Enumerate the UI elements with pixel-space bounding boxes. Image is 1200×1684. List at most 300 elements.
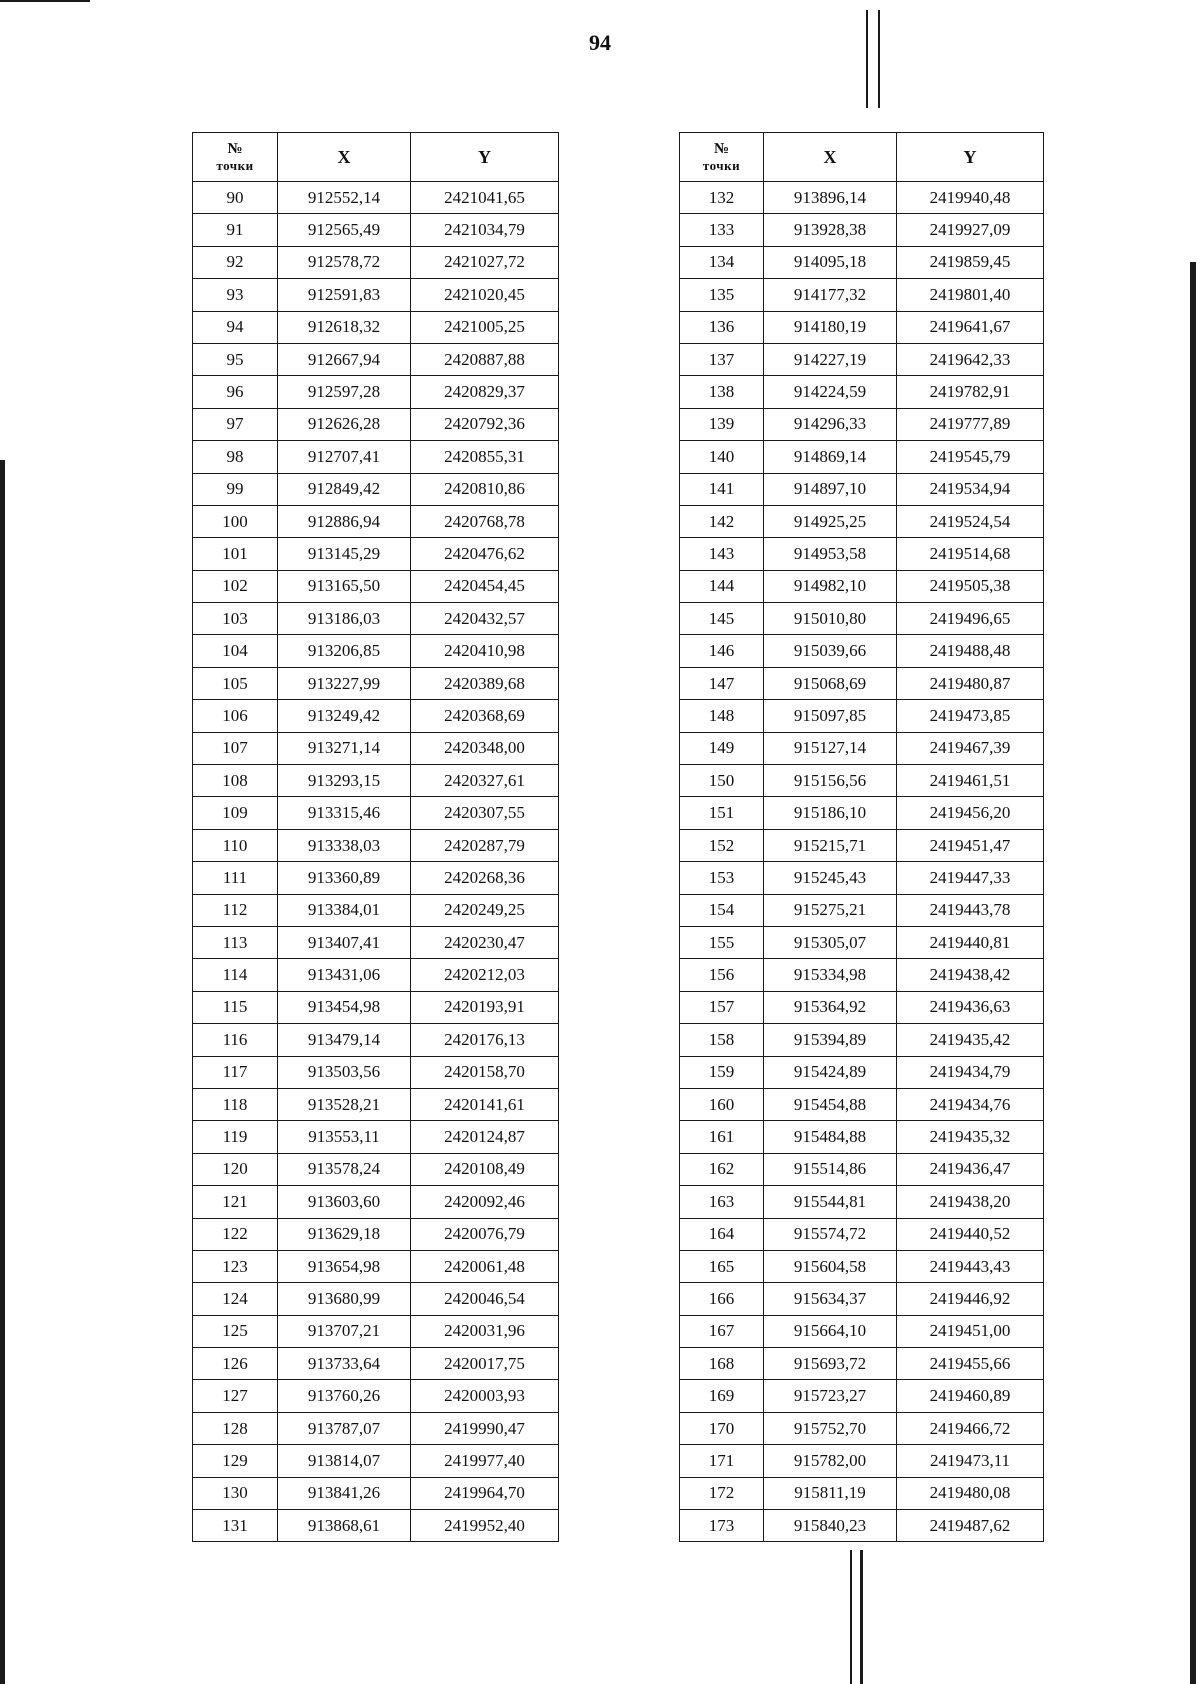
table-row [680, 214, 1044, 246]
cell-x: 915544,81 [764, 1186, 897, 1218]
table-row [193, 1315, 559, 1347]
cell-x: 912667,94 [278, 343, 411, 375]
cell-point-number: 135 [680, 279, 764, 311]
table-header-row [193, 133, 559, 182]
binding-mark-bottom [850, 1550, 852, 1684]
cell-y: 2419777,89 [897, 408, 1044, 440]
table-row [193, 1445, 559, 1477]
table-row [193, 505, 559, 537]
cell-y: 2420124,87 [411, 1121, 559, 1153]
table-row [193, 1250, 559, 1282]
table-row [193, 214, 559, 246]
cell-x: 913249,42 [278, 700, 411, 732]
cell-point-number: 159 [680, 1056, 764, 1088]
cell-y: 2420348,00 [411, 732, 559, 764]
cell-x: 915424,89 [764, 1056, 897, 1088]
cell-point-number: 132 [680, 182, 764, 214]
cell-y: 2419446,92 [897, 1283, 1044, 1315]
cell-point-number: 143 [680, 538, 764, 570]
cell-x: 913206,85 [278, 635, 411, 667]
cell-point-number: 110 [193, 829, 278, 861]
cell-point-number: 105 [193, 667, 278, 699]
table-row [193, 1412, 559, 1444]
cell-point-number: 92 [193, 246, 278, 278]
cell-x: 915782,00 [764, 1445, 897, 1477]
cell-x: 914095,18 [764, 246, 897, 278]
cell-x: 914177,32 [764, 279, 897, 311]
table-row [680, 505, 1044, 537]
cell-point-number: 137 [680, 343, 764, 375]
cell-point-number: 91 [193, 214, 278, 246]
cell-y: 2419964,70 [411, 1477, 559, 1509]
cell-y: 2419514,68 [897, 538, 1044, 570]
cell-x: 913578,24 [278, 1153, 411, 1185]
cell-x: 912849,42 [278, 473, 411, 505]
cell-y: 2419940,48 [897, 182, 1044, 214]
cell-y: 2419434,76 [897, 1088, 1044, 1120]
cell-point-number: 108 [193, 765, 278, 797]
table-row [193, 1218, 559, 1250]
cell-y: 2419487,62 [897, 1510, 1044, 1542]
cell-x: 915068,69 [764, 667, 897, 699]
cell-x: 913503,56 [278, 1056, 411, 1088]
cell-x: 913315,46 [278, 797, 411, 829]
cell-y: 2420855,31 [411, 441, 559, 473]
cell-point-number: 153 [680, 862, 764, 894]
header-number-word: точки [216, 158, 254, 173]
cell-x: 915186,10 [764, 797, 897, 829]
table-row [680, 279, 1044, 311]
table-row [193, 1024, 559, 1056]
table-row [680, 700, 1044, 732]
cell-point-number: 130 [193, 1477, 278, 1509]
cell-x: 915215,71 [764, 829, 897, 861]
cell-point-number: 145 [680, 603, 764, 635]
cell-y: 2420061,48 [411, 1250, 559, 1282]
cell-y: 2419927,09 [897, 214, 1044, 246]
table-row [680, 1380, 1044, 1412]
table-row [193, 1477, 559, 1509]
table-row [193, 667, 559, 699]
cell-point-number: 136 [680, 311, 764, 343]
cell-y: 2419447,33 [897, 862, 1044, 894]
table-row [680, 1250, 1044, 1282]
cell-point-number: 169 [680, 1380, 764, 1412]
table-row [680, 635, 1044, 667]
cell-point-number: 157 [680, 991, 764, 1023]
cell-x: 913165,50 [278, 570, 411, 602]
table-row [680, 441, 1044, 473]
table-row [680, 1283, 1044, 1315]
cell-x: 915484,88 [764, 1121, 897, 1153]
cell-x: 915634,37 [764, 1283, 897, 1315]
cell-x: 915097,85 [764, 700, 897, 732]
cell-point-number: 99 [193, 473, 278, 505]
cell-y: 2421020,45 [411, 279, 559, 311]
cell-point-number: 141 [680, 473, 764, 505]
cell-y: 2420410,98 [411, 635, 559, 667]
cell-point-number: 160 [680, 1088, 764, 1120]
cell-y: 2420368,69 [411, 700, 559, 732]
cell-y: 2420230,47 [411, 926, 559, 958]
cell-point-number: 118 [193, 1088, 278, 1120]
cell-point-number: 138 [680, 376, 764, 408]
cell-point-number: 115 [193, 991, 278, 1023]
cell-x: 915840,23 [764, 1510, 897, 1542]
cell-point-number: 142 [680, 505, 764, 537]
cell-x: 913528,21 [278, 1088, 411, 1120]
cell-y: 2419473,11 [897, 1445, 1044, 1477]
table-row [193, 246, 559, 278]
table-row [680, 1315, 1044, 1347]
cell-x: 914869,14 [764, 441, 897, 473]
cell-point-number: 139 [680, 408, 764, 440]
cell-point-number: 165 [680, 1250, 764, 1282]
cell-y: 2420768,78 [411, 505, 559, 537]
cell-y: 2419451,00 [897, 1315, 1044, 1347]
cell-x: 915693,72 [764, 1348, 897, 1380]
cell-y: 2419440,52 [897, 1218, 1044, 1250]
table-row [193, 441, 559, 473]
cell-x: 913271,14 [278, 732, 411, 764]
cell-point-number: 131 [193, 1510, 278, 1542]
table-row [680, 894, 1044, 926]
cell-y: 2419451,47 [897, 829, 1044, 861]
cell-point-number: 94 [193, 311, 278, 343]
cell-x: 913629,18 [278, 1218, 411, 1250]
cell-point-number: 126 [193, 1348, 278, 1380]
cell-y: 2419443,78 [897, 894, 1044, 926]
table-row [193, 991, 559, 1023]
table-row [680, 926, 1044, 958]
table-row [193, 732, 559, 764]
table-row [680, 182, 1044, 214]
cell-point-number: 109 [193, 797, 278, 829]
cell-x: 914897,10 [764, 473, 897, 505]
table-row [193, 311, 559, 343]
cell-x: 914925,25 [764, 505, 897, 537]
cell-point-number: 104 [193, 635, 278, 667]
header-number-symbol: № [713, 141, 730, 157]
cell-y: 2419467,39 [897, 732, 1044, 764]
cell-x: 913654,98 [278, 1250, 411, 1282]
cell-y: 2420003,93 [411, 1380, 559, 1412]
cell-point-number: 120 [193, 1153, 278, 1185]
cell-x: 915127,14 [764, 732, 897, 764]
cell-x: 912552,14 [278, 182, 411, 214]
cell-point-number: 101 [193, 538, 278, 570]
cell-y: 2419461,51 [897, 765, 1044, 797]
binding-mark-top [866, 10, 868, 108]
table-row [680, 1412, 1044, 1444]
cell-point-number: 114 [193, 959, 278, 991]
table-row [193, 894, 559, 926]
cell-y: 2419456,20 [897, 797, 1044, 829]
table-row [680, 603, 1044, 635]
cell-point-number: 93 [193, 279, 278, 311]
table-row [193, 343, 559, 375]
table-row [680, 1088, 1044, 1120]
cell-point-number: 106 [193, 700, 278, 732]
header-y: Y [897, 133, 1044, 182]
cell-x: 912618,32 [278, 311, 411, 343]
cell-x: 915811,19 [764, 1477, 897, 1509]
cell-x: 915334,98 [764, 959, 897, 991]
cell-point-number: 121 [193, 1186, 278, 1218]
table-row [680, 732, 1044, 764]
cell-x: 914982,10 [764, 570, 897, 602]
cell-x: 913293,15 [278, 765, 411, 797]
cell-x: 915364,92 [764, 991, 897, 1023]
table-row [680, 1153, 1044, 1185]
cell-x: 915010,80 [764, 603, 897, 635]
cell-y: 2420792,36 [411, 408, 559, 440]
cell-y: 2419436,47 [897, 1153, 1044, 1185]
cell-y: 2419488,48 [897, 635, 1044, 667]
cell-point-number: 158 [680, 1024, 764, 1056]
cell-y: 2421041,65 [411, 182, 559, 214]
header-number-symbol: № [227, 141, 243, 157]
cell-x: 913841,26 [278, 1477, 411, 1509]
cell-point-number: 146 [680, 635, 764, 667]
scan-edge-line-top-left [0, 0, 90, 2]
cell-y: 2419443,43 [897, 1250, 1044, 1282]
cell-x: 913707,21 [278, 1315, 411, 1347]
cell-y: 2419642,33 [897, 343, 1044, 375]
binding-mark-top-2 [878, 10, 880, 108]
cell-y: 2419436,63 [897, 991, 1044, 1023]
cell-point-number: 119 [193, 1121, 278, 1153]
table-row [680, 311, 1044, 343]
table-row [193, 1088, 559, 1120]
header-x: X [278, 133, 411, 182]
cell-y: 2420176,13 [411, 1024, 559, 1056]
cell-y: 2421034,79 [411, 214, 559, 246]
cell-y: 2420076,79 [411, 1218, 559, 1250]
cell-y: 2420158,70 [411, 1056, 559, 1088]
cell-y: 2420141,61 [411, 1088, 559, 1120]
table-row [680, 1024, 1044, 1056]
cell-y: 2419435,32 [897, 1121, 1044, 1153]
cell-y: 2419801,40 [897, 279, 1044, 311]
cell-y: 2419438,20 [897, 1186, 1044, 1218]
cell-point-number: 122 [193, 1218, 278, 1250]
cell-x: 912597,28 [278, 376, 411, 408]
cell-point-number: 111 [193, 862, 278, 894]
cell-y: 2419641,67 [897, 311, 1044, 343]
table-row [193, 797, 559, 829]
cell-point-number: 167 [680, 1315, 764, 1347]
cell-x: 913338,03 [278, 829, 411, 861]
table-row [680, 862, 1044, 894]
cell-y: 2420212,03 [411, 959, 559, 991]
cell-x: 913227,99 [278, 667, 411, 699]
cell-y: 2419990,47 [411, 1412, 559, 1444]
table-row [680, 991, 1044, 1023]
cell-point-number: 97 [193, 408, 278, 440]
table-row [680, 1121, 1044, 1153]
table-row [193, 1348, 559, 1380]
cell-y: 2420307,55 [411, 797, 559, 829]
cell-x: 913928,38 [764, 214, 897, 246]
cell-y: 2420017,75 [411, 1348, 559, 1380]
coordinates-table-left [192, 132, 559, 1542]
cell-x: 915664,10 [764, 1315, 897, 1347]
table-row [680, 246, 1044, 278]
cell-y: 2420249,25 [411, 894, 559, 926]
table-row [680, 765, 1044, 797]
cell-x: 915454,88 [764, 1088, 897, 1120]
table-row [193, 279, 559, 311]
cell-y: 2419545,79 [897, 441, 1044, 473]
header-y: Y [411, 133, 559, 182]
cell-y: 2420829,37 [411, 376, 559, 408]
cell-point-number: 172 [680, 1477, 764, 1509]
cell-y: 2419952,40 [411, 1510, 559, 1542]
table-row [680, 959, 1044, 991]
table-row [680, 1186, 1044, 1218]
cell-y: 2419473,85 [897, 700, 1044, 732]
cell-y: 2419434,79 [897, 1056, 1044, 1088]
cell-x: 915723,27 [764, 1380, 897, 1412]
cell-point-number: 102 [193, 570, 278, 602]
cell-point-number: 163 [680, 1186, 764, 1218]
cell-y: 2419782,91 [897, 376, 1044, 408]
cell-y: 2419440,81 [897, 926, 1044, 958]
table-row [193, 926, 559, 958]
table-row [680, 1056, 1044, 1088]
table-row [193, 182, 559, 214]
scan-edge-line-left [0, 460, 5, 1684]
table-row [193, 1056, 559, 1088]
table-row [193, 635, 559, 667]
cell-point-number: 149 [680, 732, 764, 764]
table-row [193, 1153, 559, 1185]
cell-y: 2420268,36 [411, 862, 559, 894]
page-number: 94 [589, 30, 611, 55]
table-row [193, 700, 559, 732]
cell-x: 915156,56 [764, 765, 897, 797]
cell-point-number: 100 [193, 505, 278, 537]
cell-y: 2420092,46 [411, 1186, 559, 1218]
cell-x: 912886,94 [278, 505, 411, 537]
cell-point-number: 112 [193, 894, 278, 926]
table-row [193, 1510, 559, 1542]
cell-y: 2420476,62 [411, 538, 559, 570]
cell-x: 915574,72 [764, 1218, 897, 1250]
cell-x: 913733,64 [278, 1348, 411, 1380]
cell-x: 913553,11 [278, 1121, 411, 1153]
cell-point-number: 103 [193, 603, 278, 635]
cell-point-number: 144 [680, 570, 764, 602]
cell-y: 2420327,61 [411, 765, 559, 797]
cell-x: 913814,07 [278, 1445, 411, 1477]
cell-x: 912578,72 [278, 246, 411, 278]
header-number-word: точки [702, 158, 741, 173]
cell-x: 915039,66 [764, 635, 897, 667]
cell-x: 913454,98 [278, 991, 411, 1023]
cell-y: 2419435,42 [897, 1024, 1044, 1056]
table-row [193, 570, 559, 602]
cell-point-number: 161 [680, 1121, 764, 1153]
cell-point-number: 127 [193, 1380, 278, 1412]
cell-x: 912591,83 [278, 279, 411, 311]
table-row [193, 538, 559, 570]
cell-point-number: 113 [193, 926, 278, 958]
cell-y: 2420887,88 [411, 343, 559, 375]
header-x: X [764, 133, 897, 182]
table-row [680, 829, 1044, 861]
cell-x: 915305,07 [764, 926, 897, 958]
table-row [680, 473, 1044, 505]
cell-x: 915394,89 [764, 1024, 897, 1056]
cell-point-number: 95 [193, 343, 278, 375]
cell-point-number: 129 [193, 1445, 278, 1477]
cell-y: 2419455,66 [897, 1348, 1044, 1380]
cell-x: 915514,86 [764, 1153, 897, 1185]
cell-y: 2419480,08 [897, 1477, 1044, 1509]
cell-point-number: 128 [193, 1412, 278, 1444]
cell-point-number: 96 [193, 376, 278, 408]
cell-y: 2421005,25 [411, 311, 559, 343]
cell-y: 2419480,87 [897, 667, 1044, 699]
cell-x: 915245,43 [764, 862, 897, 894]
table-row [680, 667, 1044, 699]
cell-x: 914224,59 [764, 376, 897, 408]
table-row [193, 959, 559, 991]
table-row [680, 797, 1044, 829]
cell-point-number: 98 [193, 441, 278, 473]
table-row [193, 829, 559, 861]
cell-point-number: 155 [680, 926, 764, 958]
cell-point-number: 116 [193, 1024, 278, 1056]
table-row [193, 1283, 559, 1315]
scan-edge-line-right [1190, 262, 1196, 1684]
table-row [193, 1380, 559, 1412]
cell-x: 912565,49 [278, 214, 411, 246]
cell-x: 914296,33 [764, 408, 897, 440]
cell-point-number: 173 [680, 1510, 764, 1542]
table-row [193, 1121, 559, 1153]
table-body-right [680, 182, 1044, 1542]
cell-x: 913479,14 [278, 1024, 411, 1056]
header-point-number [680, 133, 764, 182]
table-row [193, 376, 559, 408]
cell-y: 2420046,54 [411, 1283, 559, 1315]
cell-point-number: 125 [193, 1315, 278, 1347]
cell-x: 915604,58 [764, 1250, 897, 1282]
cell-x: 914180,19 [764, 311, 897, 343]
cell-x: 912626,28 [278, 408, 411, 440]
cell-point-number: 140 [680, 441, 764, 473]
cell-x: 915752,70 [764, 1412, 897, 1444]
cell-y: 2420389,68 [411, 667, 559, 699]
cell-y: 2420287,79 [411, 829, 559, 861]
cell-point-number: 152 [680, 829, 764, 861]
cell-x: 913186,03 [278, 603, 411, 635]
cell-x: 914227,19 [764, 343, 897, 375]
cell-x: 913360,89 [278, 862, 411, 894]
table-row [193, 473, 559, 505]
cell-y: 2419460,89 [897, 1380, 1044, 1412]
cell-x: 913145,29 [278, 538, 411, 570]
coordinates-table-right [679, 132, 1044, 1542]
cell-y: 2420193,91 [411, 991, 559, 1023]
cell-y: 2419524,54 [897, 505, 1044, 537]
cell-y: 2420031,96 [411, 1315, 559, 1347]
cell-x: 913384,01 [278, 894, 411, 926]
cell-point-number: 148 [680, 700, 764, 732]
